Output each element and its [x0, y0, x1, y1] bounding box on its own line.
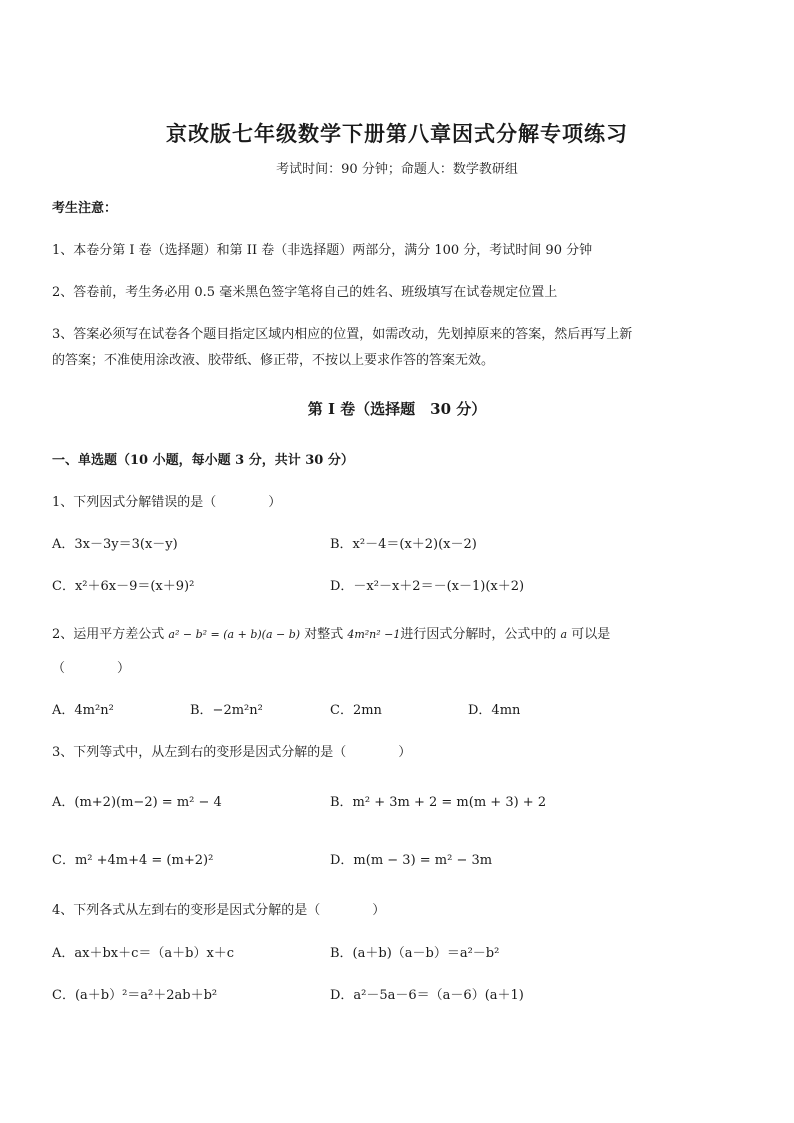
question-2-formula: a² − b² = (a + b)(a − b) [168, 628, 301, 641]
notice-line-2: 2、答卷前，考生务必用 0.5 毫米黑色签字笔将自己的姓名、班级填写在试卷规定位置上 [52, 285, 558, 300]
page-title: 京改版七年级数学下册第八章因式分解专项练习 [166, 121, 628, 146]
question-2-variable: a [560, 628, 568, 641]
question-4-option-d[interactable]: D．a²－5a－6＝（a－6）(a＋1) [330, 988, 524, 1003]
question-2-option-a[interactable]: A．4m²n² [52, 703, 114, 718]
question-1-option-b[interactable]: B．x²－4＝(x＋2)(x－2) [330, 537, 477, 552]
question-1-option-d[interactable]: D．－x²－x＋2＝－(x－1)(x＋2) [330, 579, 525, 594]
question-2-option-c[interactable]: C．2mn [330, 703, 382, 718]
question-2-stem-post: 进行因式分解时，公式中的 [400, 627, 557, 642]
question-2-option-b[interactable]: B．−2m²n² [190, 703, 263, 718]
question-4-option-c[interactable]: C．(a＋b）²＝a²＋2ab＋b² [52, 988, 218, 1003]
question-3-option-b[interactable]: B．m² + 3m + 2 = m(m + 3) + 2 [330, 795, 547, 810]
question-2-stem-pre: 2、运用平方差公式 [52, 627, 165, 642]
question-3-option-a[interactable]: A．(m+2)(m−2) = m² − 4 [52, 795, 222, 810]
question-1-option-c[interactable]: C．x²＋6x－9＝(x＋9)² [52, 579, 195, 594]
question-1-option-a[interactable]: A．3x－3y＝3(x－y) [52, 537, 178, 552]
question-4-stem: 4、下列各式从左到右的变形是因式分解的是（ ） [52, 903, 386, 918]
question-2-stem-mid: 对整式 [304, 627, 344, 642]
question-3-stem: 3、下列等式中，从左到右的变形是因式分解的是（ ） [52, 745, 412, 760]
notice-heading: 考生注意： [52, 201, 118, 216]
question-4-option-b[interactable]: B．(a＋b)（a－b）＝a²－b² [330, 946, 500, 961]
question-2-option-d[interactable]: D．4mn [468, 703, 521, 718]
exam-subtitle: 考试时间：90 分钟；命题人：数学教研组 [276, 162, 518, 177]
question-4-option-a[interactable]: A．ax＋bx＋c＝（a＋b）x＋c [52, 946, 235, 961]
question-1-stem: 1、下列因式分解错误的是（ ） [52, 495, 282, 510]
question-3-option-d[interactable]: D．m(m − 3) = m² − 3m [330, 853, 493, 868]
notice-line-1: 1、本卷分第 I 卷（选择题）和第 II 卷（非选择题）两部分，满分 100 分，考试时间 90 分钟 [52, 243, 593, 258]
question-3-option-c[interactable]: C．m² +4m+4 = (m+2)² [52, 853, 214, 868]
part-heading: 一、单选题（10 小题，每小题 3 分，共计 30 分） [52, 453, 354, 468]
question-2-expression: 4m²n² −1 [347, 628, 401, 641]
section-title: 第 I 卷（选择题 30 分） [307, 400, 487, 418]
question-2-stem-end: 可以是 [571, 627, 611, 642]
question-2-stem [52, 622, 610, 648]
notice-line-3: 3、答案必须写在试卷各个题目指定区域内相应的位置，如需改动，先划掉原来的答案，然后再写上新 [52, 327, 633, 342]
notice-line-4: 的答案；不准使用涂改液、胶带纸、修正带，不按以上要求作答的答案无效。 [52, 353, 495, 368]
question-2-answer-paren: （ ） [52, 661, 131, 676]
